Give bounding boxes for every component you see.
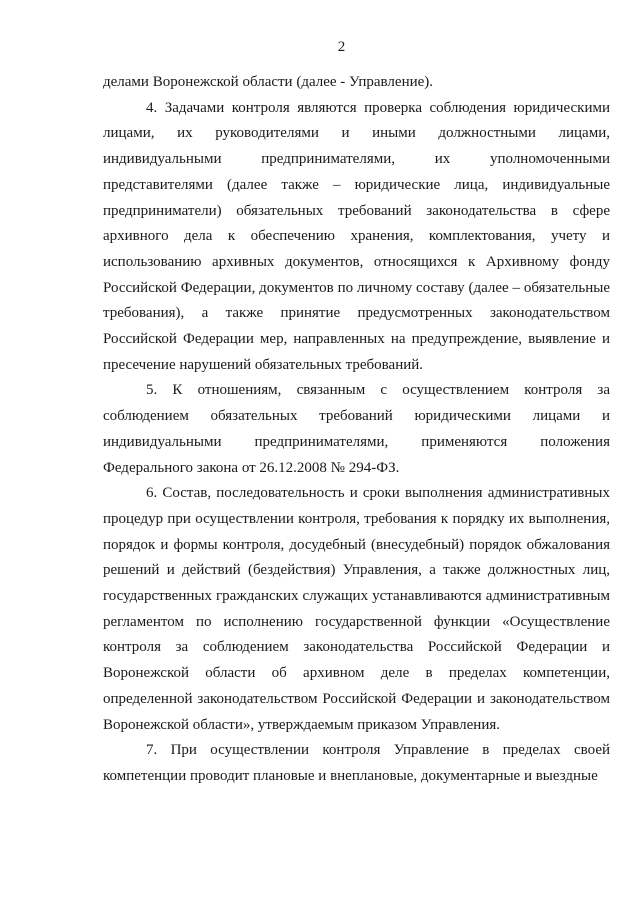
paragraph-continuation: делами Воронежской области (далее - Управление). — [103, 74, 434, 90]
paragraph-item-5: 5. К отношениям, связанным с осуществлением контроля за соблюдением обязательных требований юридическими лицами и индивидуальными предпринимателями, применяются положения Федерального закона от 26.12.2008 № 294-ФЗ. — [103, 382, 610, 476]
paragraph-item-6: 6. Состав, последовательность и сроки выполнения административных процедур при осуществлении контроля, требования к порядку их выполнения, порядок и формы контроля, досудебный (внесудебный) порядок обжалования решений и действий (бездействия) Управления, а также должностных лиц, государственных гражданских служащих устанавливаются административным регламентом по исполнению государственной функции «Осуществление контроля за соблюдением законодательства Российской Федерации и Воронежской области об архивном деле в пределах компетенции, определенной законодательством Российской Федерации и законодательством Воронежской области», утверждаемым приказом Управления. — [103, 485, 610, 733]
page-number: 2 — [337, 39, 346, 55]
paragraph-item-7: 7. При осуществлении контроля Управление в пределах своей компетенции проводит плановые и внеплановые, документарные и выездные — [103, 742, 610, 784]
paragraph-item-4: 4. Задачами контроля являются проверка соблюдения юридическими лицами, их руководителями и иными должностными лицами, индивидуальными предпринимателями, их уполномоченными представителями (далее также – юридические лица, индивидуальные предприниматели) обязательных требований законодательства в сфере архивного дела к обеспечению хранения, комплектования, учету и использованию архивных документов, относящихся к Архивному фонду Российской Федерации, документов по личному составу (далее – обязательные требования), а также принятие предусмотренных законодательством Российской Федерации мер, направленных на предупреждение, выявление и пресечение нарушений обязательных требований. — [103, 99, 610, 373]
